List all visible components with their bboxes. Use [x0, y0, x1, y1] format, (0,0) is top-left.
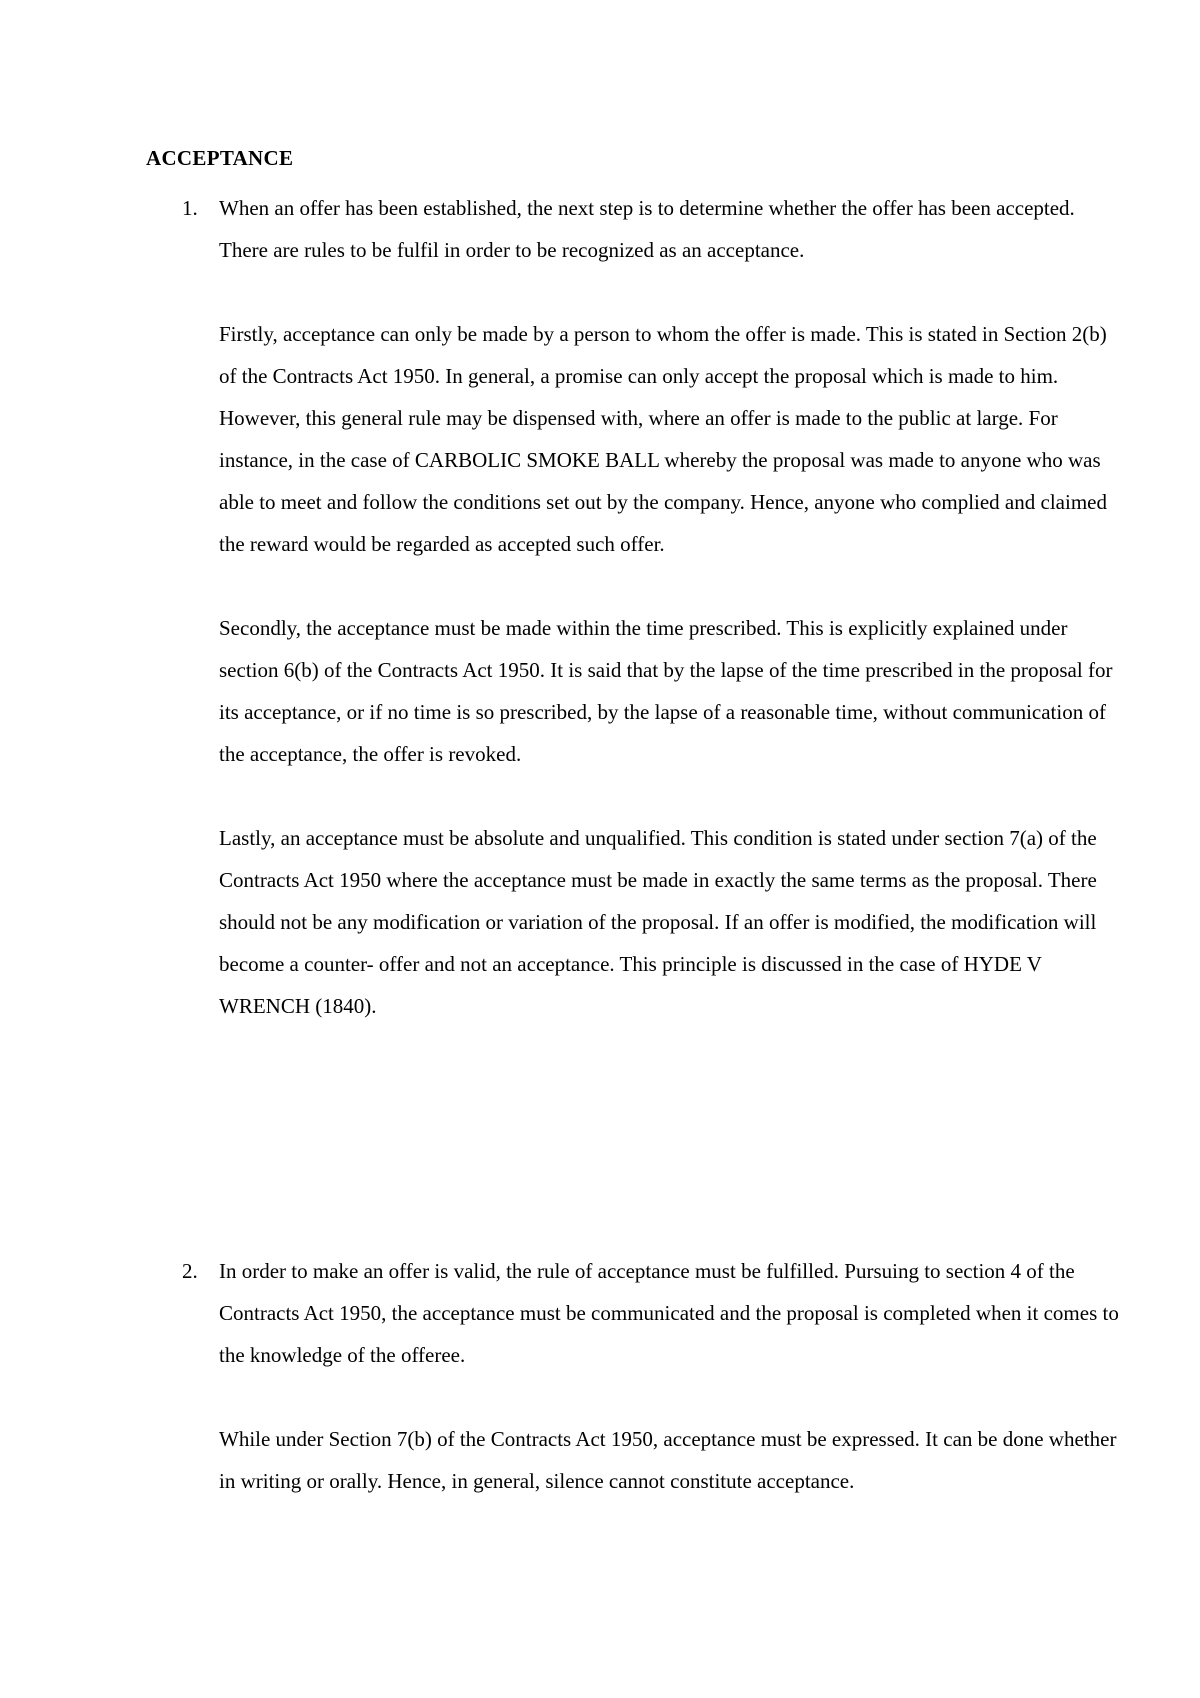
paragraph-secondly: Secondly, the acceptance must be made within the time prescribed. This is explicitly explained under section 6(b) of the Contracts Act 1950. It is said that by the lapse of the time prescribed in the proposal for its acceptance, or if no time is so prescribed, by the lapse of a reasonable time, without communication of the acceptance, the offer is revoked.	[219, 616, 1113, 766]
list-item-body	[219, 187, 1119, 1027]
paragraph-expressed: While under Section 7(b) of the Contracts Act 1950, acceptance must be expressed. It can be done whether in writing or orally. Hence, in general, silence cannot constitute acceptance.	[219, 1427, 1117, 1493]
list-item-number: 2.	[182, 1259, 198, 1283]
list-item-body	[219, 1250, 1119, 1502]
paragraph-lastly: Lastly, an acceptance must be absolute and unqualified. This condition is stated under section 7(a) of the Contracts Act 1950 where the acceptance must be made in exactly the same terms as the proposal. There should not be any modification or variation of the proposal. If an offer is modified, the modification will become a counter- offer and not an acceptance. This principle is discussed in the case of HYDE V WRENCH (1840).	[219, 826, 1097, 1018]
paragraph-validity: In order to make an offer is valid, the rule of acceptance must be fulfilled. Pursuing to section 4 of the Contracts Act 1950, the acceptance must be communicated and the proposal is completed when it comes to the knowledge of the offeree.	[219, 1259, 1119, 1367]
paragraph-firstly: Firstly, acceptance can only be made by a person to whom the offer is made. This is stated in Section 2(b) of the Contracts Act 1950. In general, a promise can only accept the proposal which is made to him. However, this general rule may be dispensed with, where an offer is made to the public at large. For instance, in the case of CARBOLIC SMOKE BALL whereby the proposal was made to anyone who was able to meet and follow the conditions set out by the company. Hence, anyone who complied and claimed the reward would be regarded as accepted such offer.	[219, 322, 1107, 556]
document-heading: ACCEPTANCE	[146, 146, 294, 170]
paragraph-intro: When an offer has been established, the next step is to determine whether the offer has been accepted. There are rules to be fulfil in order to be recognized as an acceptance.	[219, 196, 1075, 262]
list-item-number: 1.	[182, 196, 198, 220]
